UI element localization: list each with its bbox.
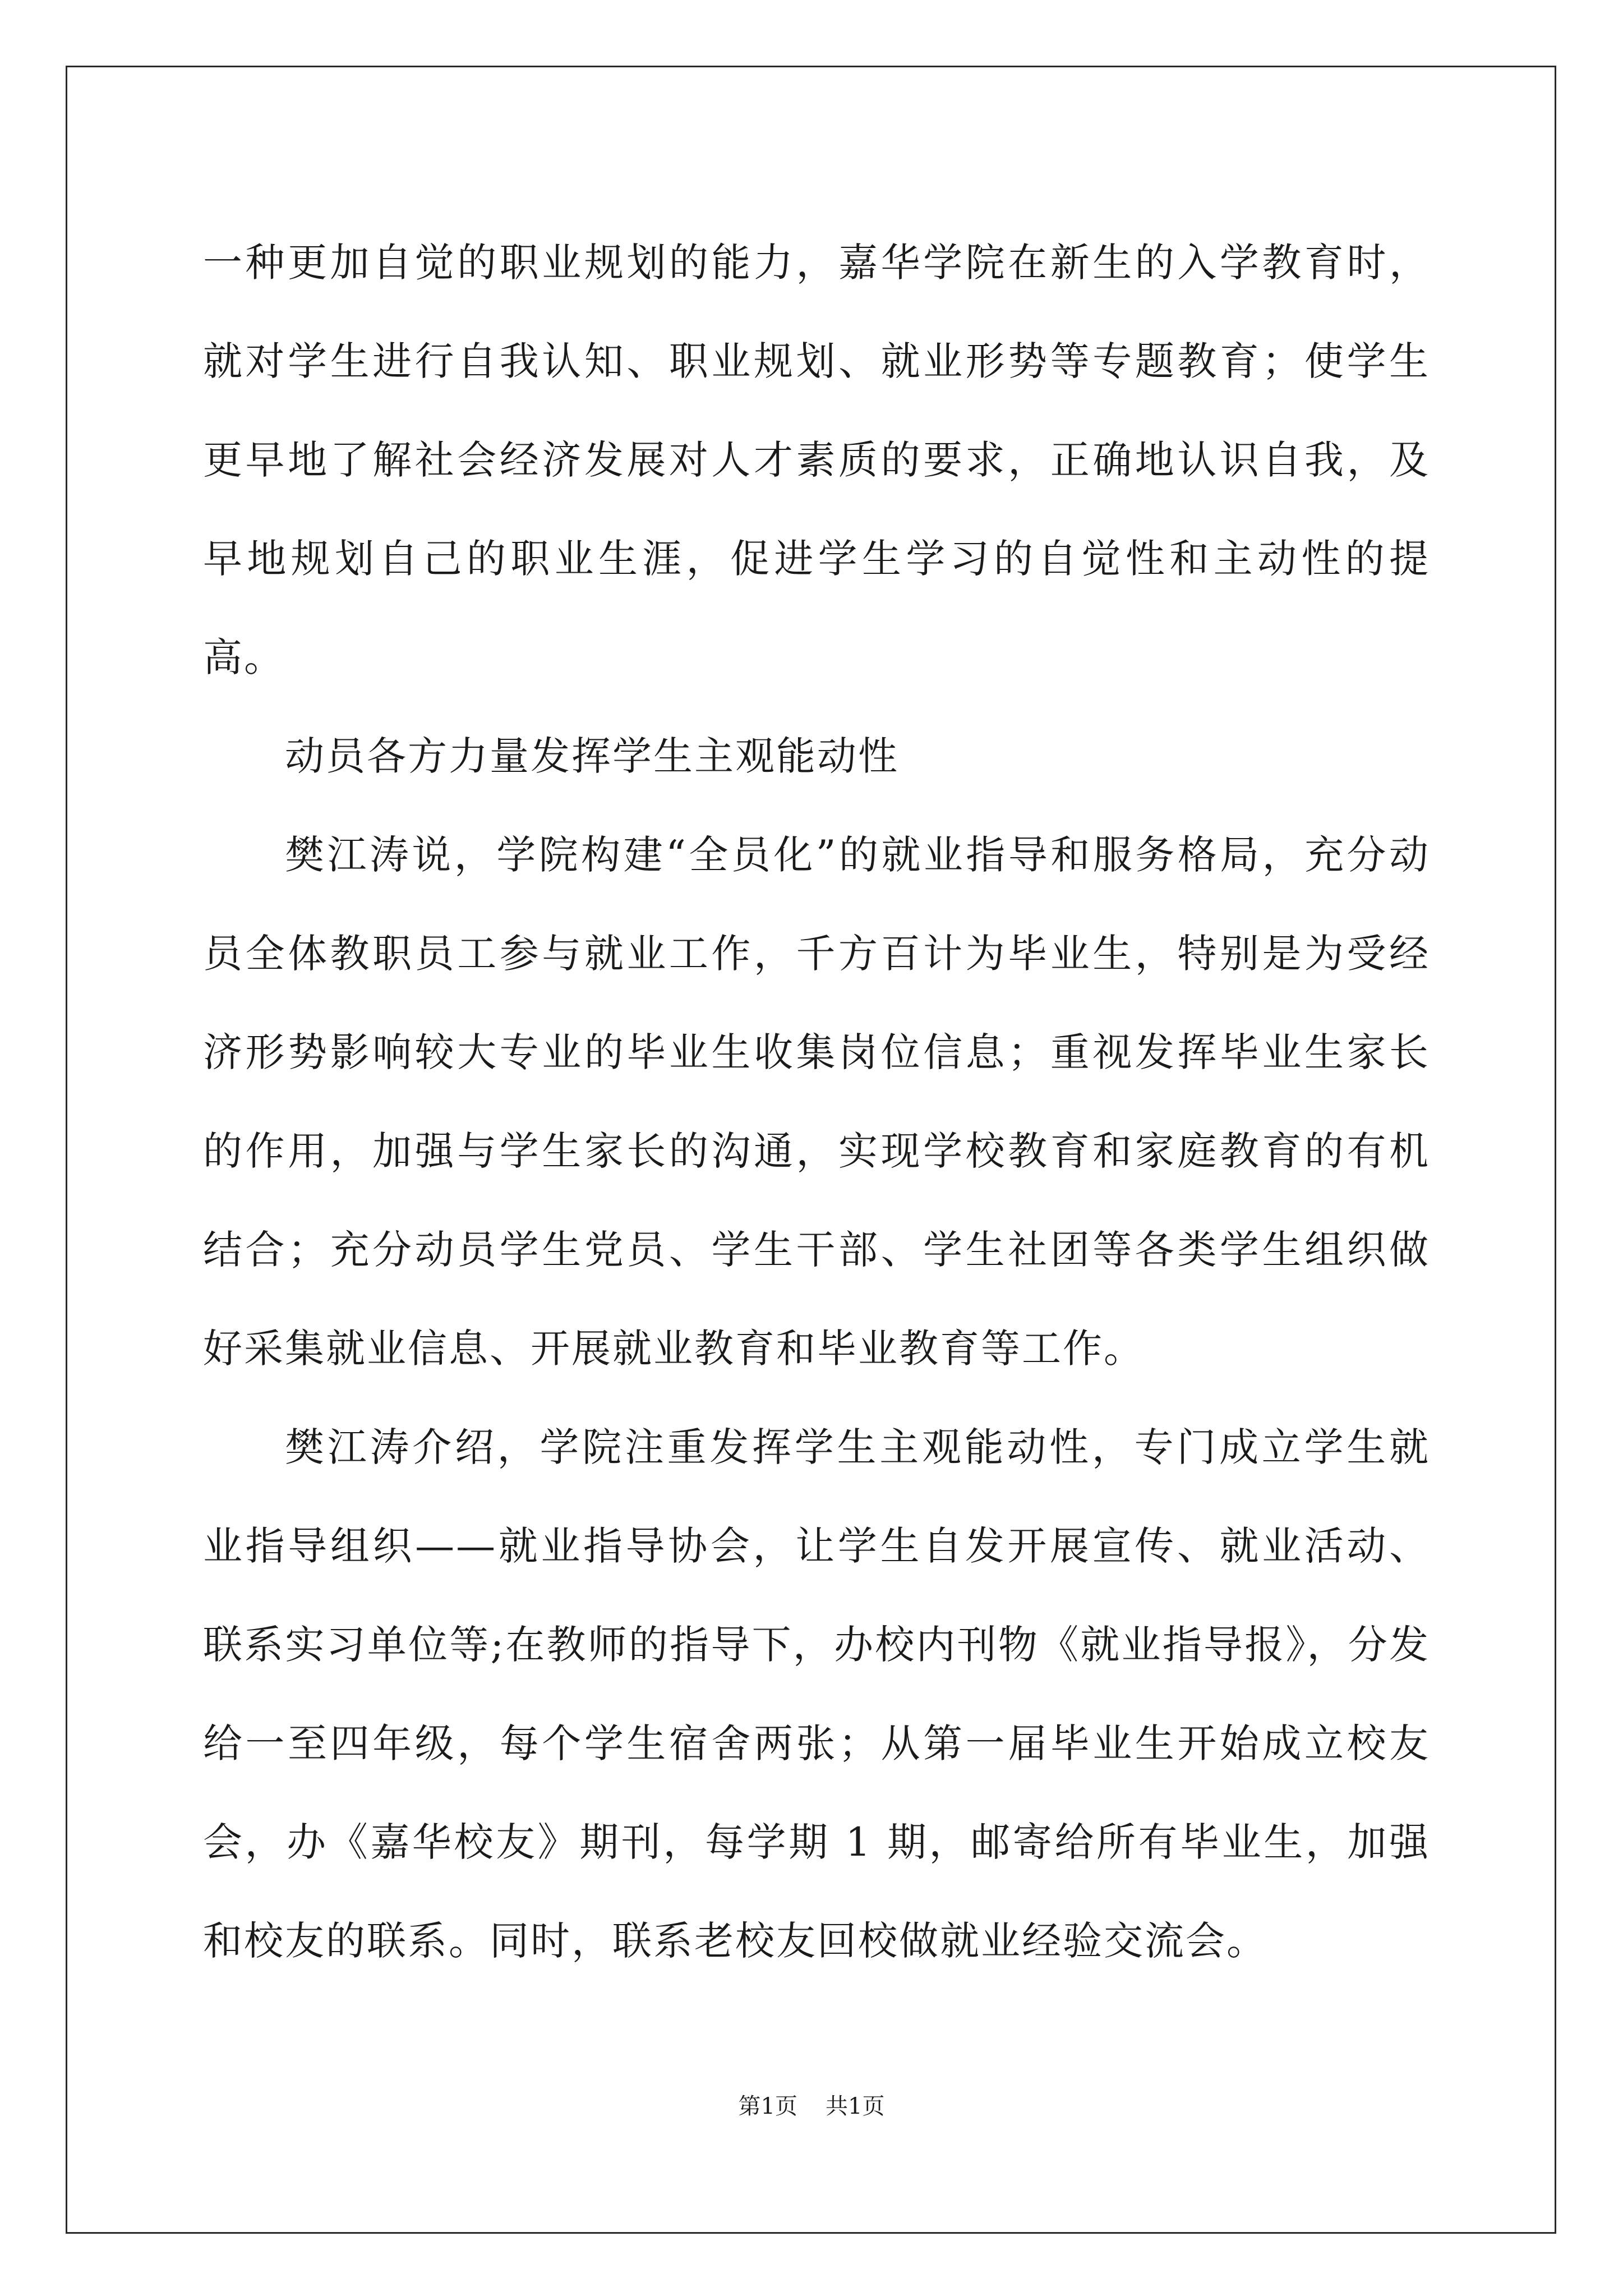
paragraph-all-staff: 樊江涛说，学院构建“全员化”的就业指导和服务格局，充分动员全体教职员工参与就业工作，千方百计为毕业生，特别是为受经济形势影响较大专业的毕业生收集岗位信息；重视发挥毕业生家长的作用，加强与学生家长的沟通，实现学校教育和家庭教育的有机结合；充分动员学生党员、学生干部、学生社团等各类学生组织做好采集就业信息、开展就业教育和毕业教育等工作。 [203, 832, 1430, 1372]
page-footer [0, 2090, 1623, 2123]
document-body [203, 213, 1430, 1990]
section-heading: 动员各方力量发挥学生主观能动性 [285, 733, 899, 779]
page-number: 第1页 [738, 2093, 797, 2119]
paragraph-student-initiative: 樊江涛介绍，学院注重发挥学生主观能动性，专门成立学生就业指导组织——就业指导协会，让学生自发开展宣传、就业活动、联系实习单位等;在教师的指导下，办校内刊物《就业指导报》，分发给一至四年级，每个学生宿舍两张；从第一届毕业生开始成立校友会，办《嘉华校友》期刊，每学期 1 期，邮寄给所有毕业生，加强和校友的联系。同时，联系老校友回校做就业经验交流会。 [203, 1424, 1430, 1964]
paragraph-career-planning: 一种更加自觉的职业规划的能力，嘉华学院在新生的入学教育时，就对学生进行自我认知、职业规划、就业形势等专题教育；使学生更早地了解社会经济发展对人才素质的要求，正确地认识自我，及早地规划自己的职业生涯，促进学生学习的自觉性和主动性的提高。 [203, 240, 1430, 680]
page-count: 共1页 [826, 2093, 885, 2119]
